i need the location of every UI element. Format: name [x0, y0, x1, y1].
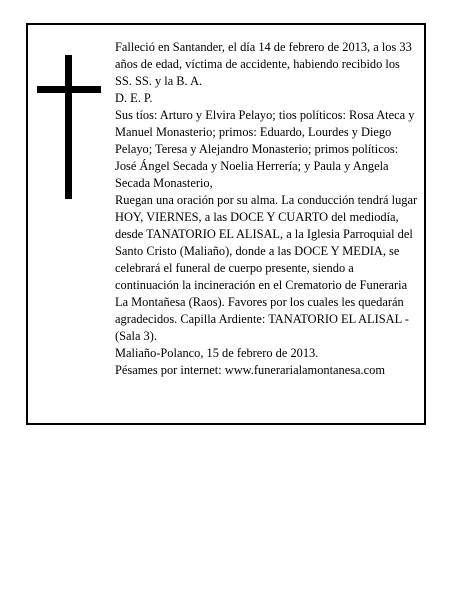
family-list: Sus tíos: Arturo y Elvira Pelayo; tios políticos: Rosa Ateca y Manuel Monasterio; primos: Eduardo, Lourdes y Diego Pelayo; Teresa y Alejandro Monasterio; primos políticos: José Ángel Secada y Noelia Herrería; y Paula y Angela Secada Monasterio, [115, 108, 415, 190]
service-details: Ruegan una oración por su alma. La conducción tendrá lugar HOY, VIERNES, a las DOCE Y CUARTO del mediodía, desde TANATORIO EL ALISAL, a la Iglesia Parroquial del Santo Cristo (Maliaño), donde a las DOCE Y MEDIA, se celebrará el funeral de cuerpo presente, siendo a continuación la incineración en el Crematorio de Funeraria La Montañesa (Raos). Favores por los cuales les quedarán agradecidos. Capilla Ardiente: TANATORIO EL ALISAL - (Sala 3). [115, 193, 418, 343]
cross-icon [37, 55, 101, 199]
cross-vertical-bar [65, 55, 72, 199]
death-announcement: Falleció en Santander, el día 14 de febrero de 2013, a los 33 años de edad, víctima de accidente, habiendo recibido los SS. SS. y la B. A. [115, 40, 412, 88]
notice-text [115, 39, 418, 379]
rip-line: D. E. P. [115, 91, 153, 105]
cross-horizontal-bar [37, 86, 101, 93]
place-date-line: Maliaño-Polanco, 15 de febrero de 2013. [115, 346, 319, 360]
condolences-line: Pésames por internet: www.funerarialamontanesa.com [115, 363, 385, 377]
obituary-notice [26, 23, 426, 425]
